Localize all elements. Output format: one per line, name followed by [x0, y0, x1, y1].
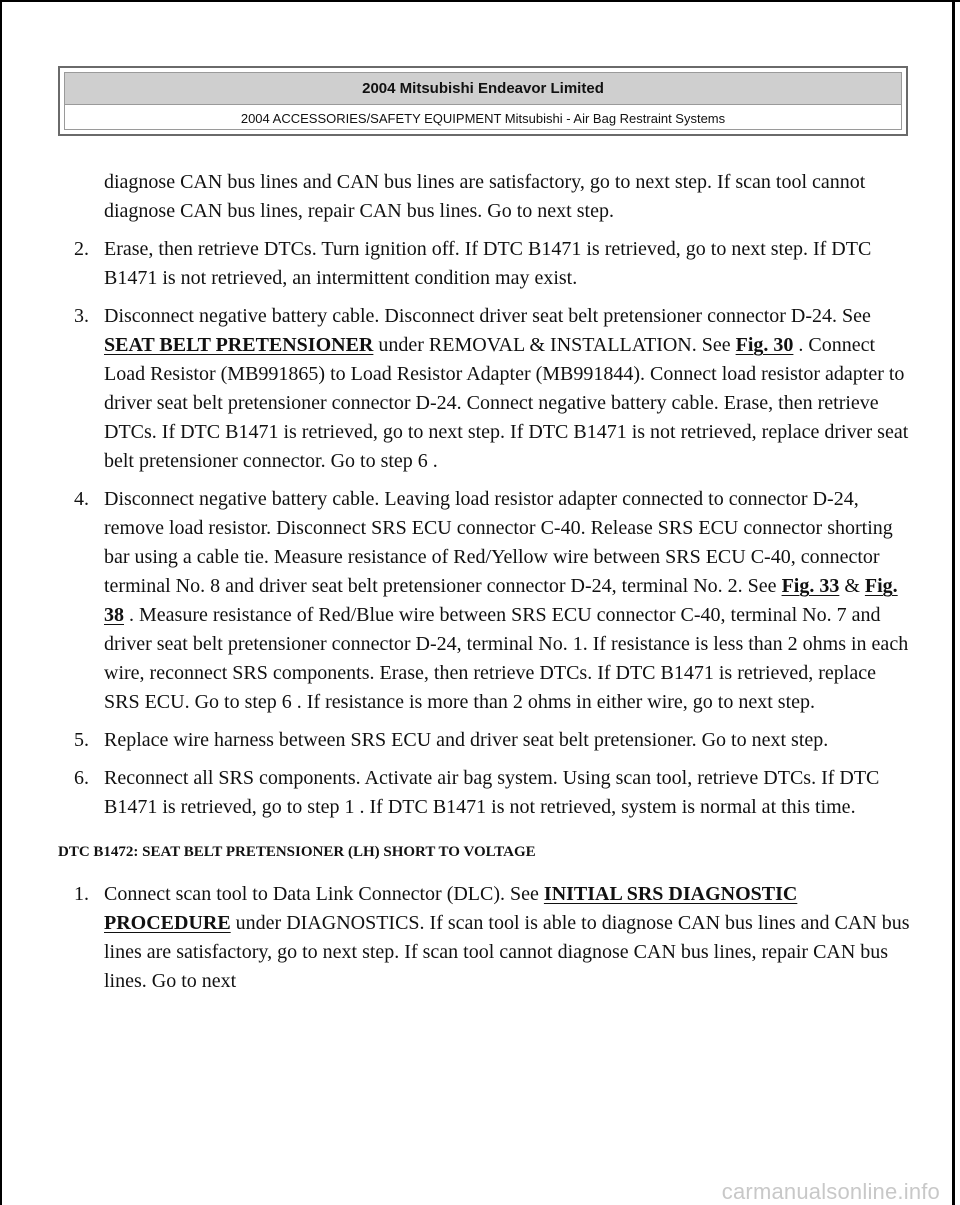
section-subtitle: 2004 ACCESSORIES/SAFETY EQUIPMENT Mitsubishi - Air Bag Restraint Systems: [240, 111, 726, 126]
step-number: 6.: [74, 767, 89, 789]
step-6: [74, 764, 912, 822]
step-number: 3.: [74, 305, 89, 327]
step-text: &: [839, 575, 865, 597]
document-body: [0, 168, 960, 996]
step-number: 1.: [74, 883, 89, 905]
step-number: 4.: [74, 488, 89, 510]
step-2: [74, 235, 912, 293]
link-seat-belt-pretensioner[interactable]: SEAT BELT PRETENSIONER: [104, 334, 374, 356]
step-3: [74, 302, 912, 476]
page-header: [58, 66, 908, 136]
section-steps: [0, 880, 960, 996]
link-fig-33[interactable]: Fig. 33: [781, 575, 840, 597]
page-header-inner: [64, 72, 902, 130]
vehicle-title: 2004 Mitsubishi Endeavor Limited: [65, 73, 901, 105]
step-5: [74, 726, 912, 755]
step-number: 5.: [74, 729, 89, 751]
step-4: [74, 485, 912, 717]
link-fig-38[interactable]: Fig. 38: [104, 575, 898, 626]
step-text: Connect scan tool to Data Link Connector (DLC). See: [104, 883, 544, 905]
continued-paragraph: diagnose CAN bus lines and CAN bus lines are satisfactory, go to next step. If scan tool cannot diagnose CAN bus lines, repair CAN bus lines. Go to next step.: [104, 171, 866, 222]
section-step-1: [74, 880, 912, 996]
step-text: . Connect Load Resistor (MB991865) to Load Resistor Adapter (MB991844). Connect load resistor adapter to driver seat belt pretensioner connector D-24. Connect negative battery cable. Erase, then retrieve DTCs. If DTC B1471 is retrieved, go to next step. If DTC B1471 is not retrieved, replace driver seat belt pretensioner connector. Go to step 6 .: [104, 334, 909, 472]
section-heading: DTC B1472: SEAT BELT PRETENSIONER (LH) SHORT TO VOLTAGE: [58, 844, 536, 860]
step-number: 2.: [74, 238, 89, 260]
step-text: Reconnect all SRS components. Activate air bag system. Using scan tool, retrieve DTCs. If DTC B1471 is retrieved, go to step 1 . If DTC B1471 is not retrieved, system is normal at this time.: [104, 767, 880, 818]
procedure-steps: [0, 235, 960, 822]
step-text: Disconnect negative battery cable. Leaving load resistor adapter connected to connector D-24, remove load resistor. Disconnect SRS ECU connector C-40. Release SRS ECU connector shorting bar using a cable tie. Measure resistance of Red/Yellow wire between SRS ECU C-40, connector terminal No. 8 and driver seat belt pretensioner connector D-24, terminal No. 2. See: [104, 488, 893, 597]
step-text: under DIAGNOSTICS. If scan tool is able to diagnose CAN bus lines and CAN bus lines are satisfactory, go to next step. If scan tool cannot diagnose CAN bus lines, repair CAN bus lines. Go to next: [104, 912, 910, 992]
step-text: Erase, then retrieve DTCs. Turn ignition off. If DTC B1471 is retrieved, go to next step. If DTC B1471 is not retrieved, an intermittent condition may exist.: [104, 238, 872, 289]
link-fig-30[interactable]: Fig. 30: [735, 334, 794, 356]
step-text: Replace wire harness between SRS ECU and driver seat belt pretensioner. Go to next step.: [104, 729, 829, 751]
step-text: under REMOVAL & INSTALLATION. See: [373, 334, 736, 356]
step-text: Disconnect negative battery cable. Disconnect driver seat belt pretensioner connector D-24. See: [104, 305, 871, 327]
step-text: . Measure resistance of Red/Blue wire between SRS ECU connector C-40, terminal No. 7 and driver seat belt pretensioner connector D-24, terminal No. 1. If resistance is less than 2 ohms in each wire, reconnect SRS components. Erase, then retrieve DTCs. If DTC B1471 is retrieved, replace SRS ECU. Go to step 6 . If resistance is more than 2 ohms in either wire, go to next step.: [104, 604, 909, 713]
watermark: carmanualsonline.info: [721, 1179, 940, 1204]
link-initial-srs-diagnostic-procedure[interactable]: INITIAL SRS DIAGNOSTIC PROCEDURE: [104, 883, 798, 934]
